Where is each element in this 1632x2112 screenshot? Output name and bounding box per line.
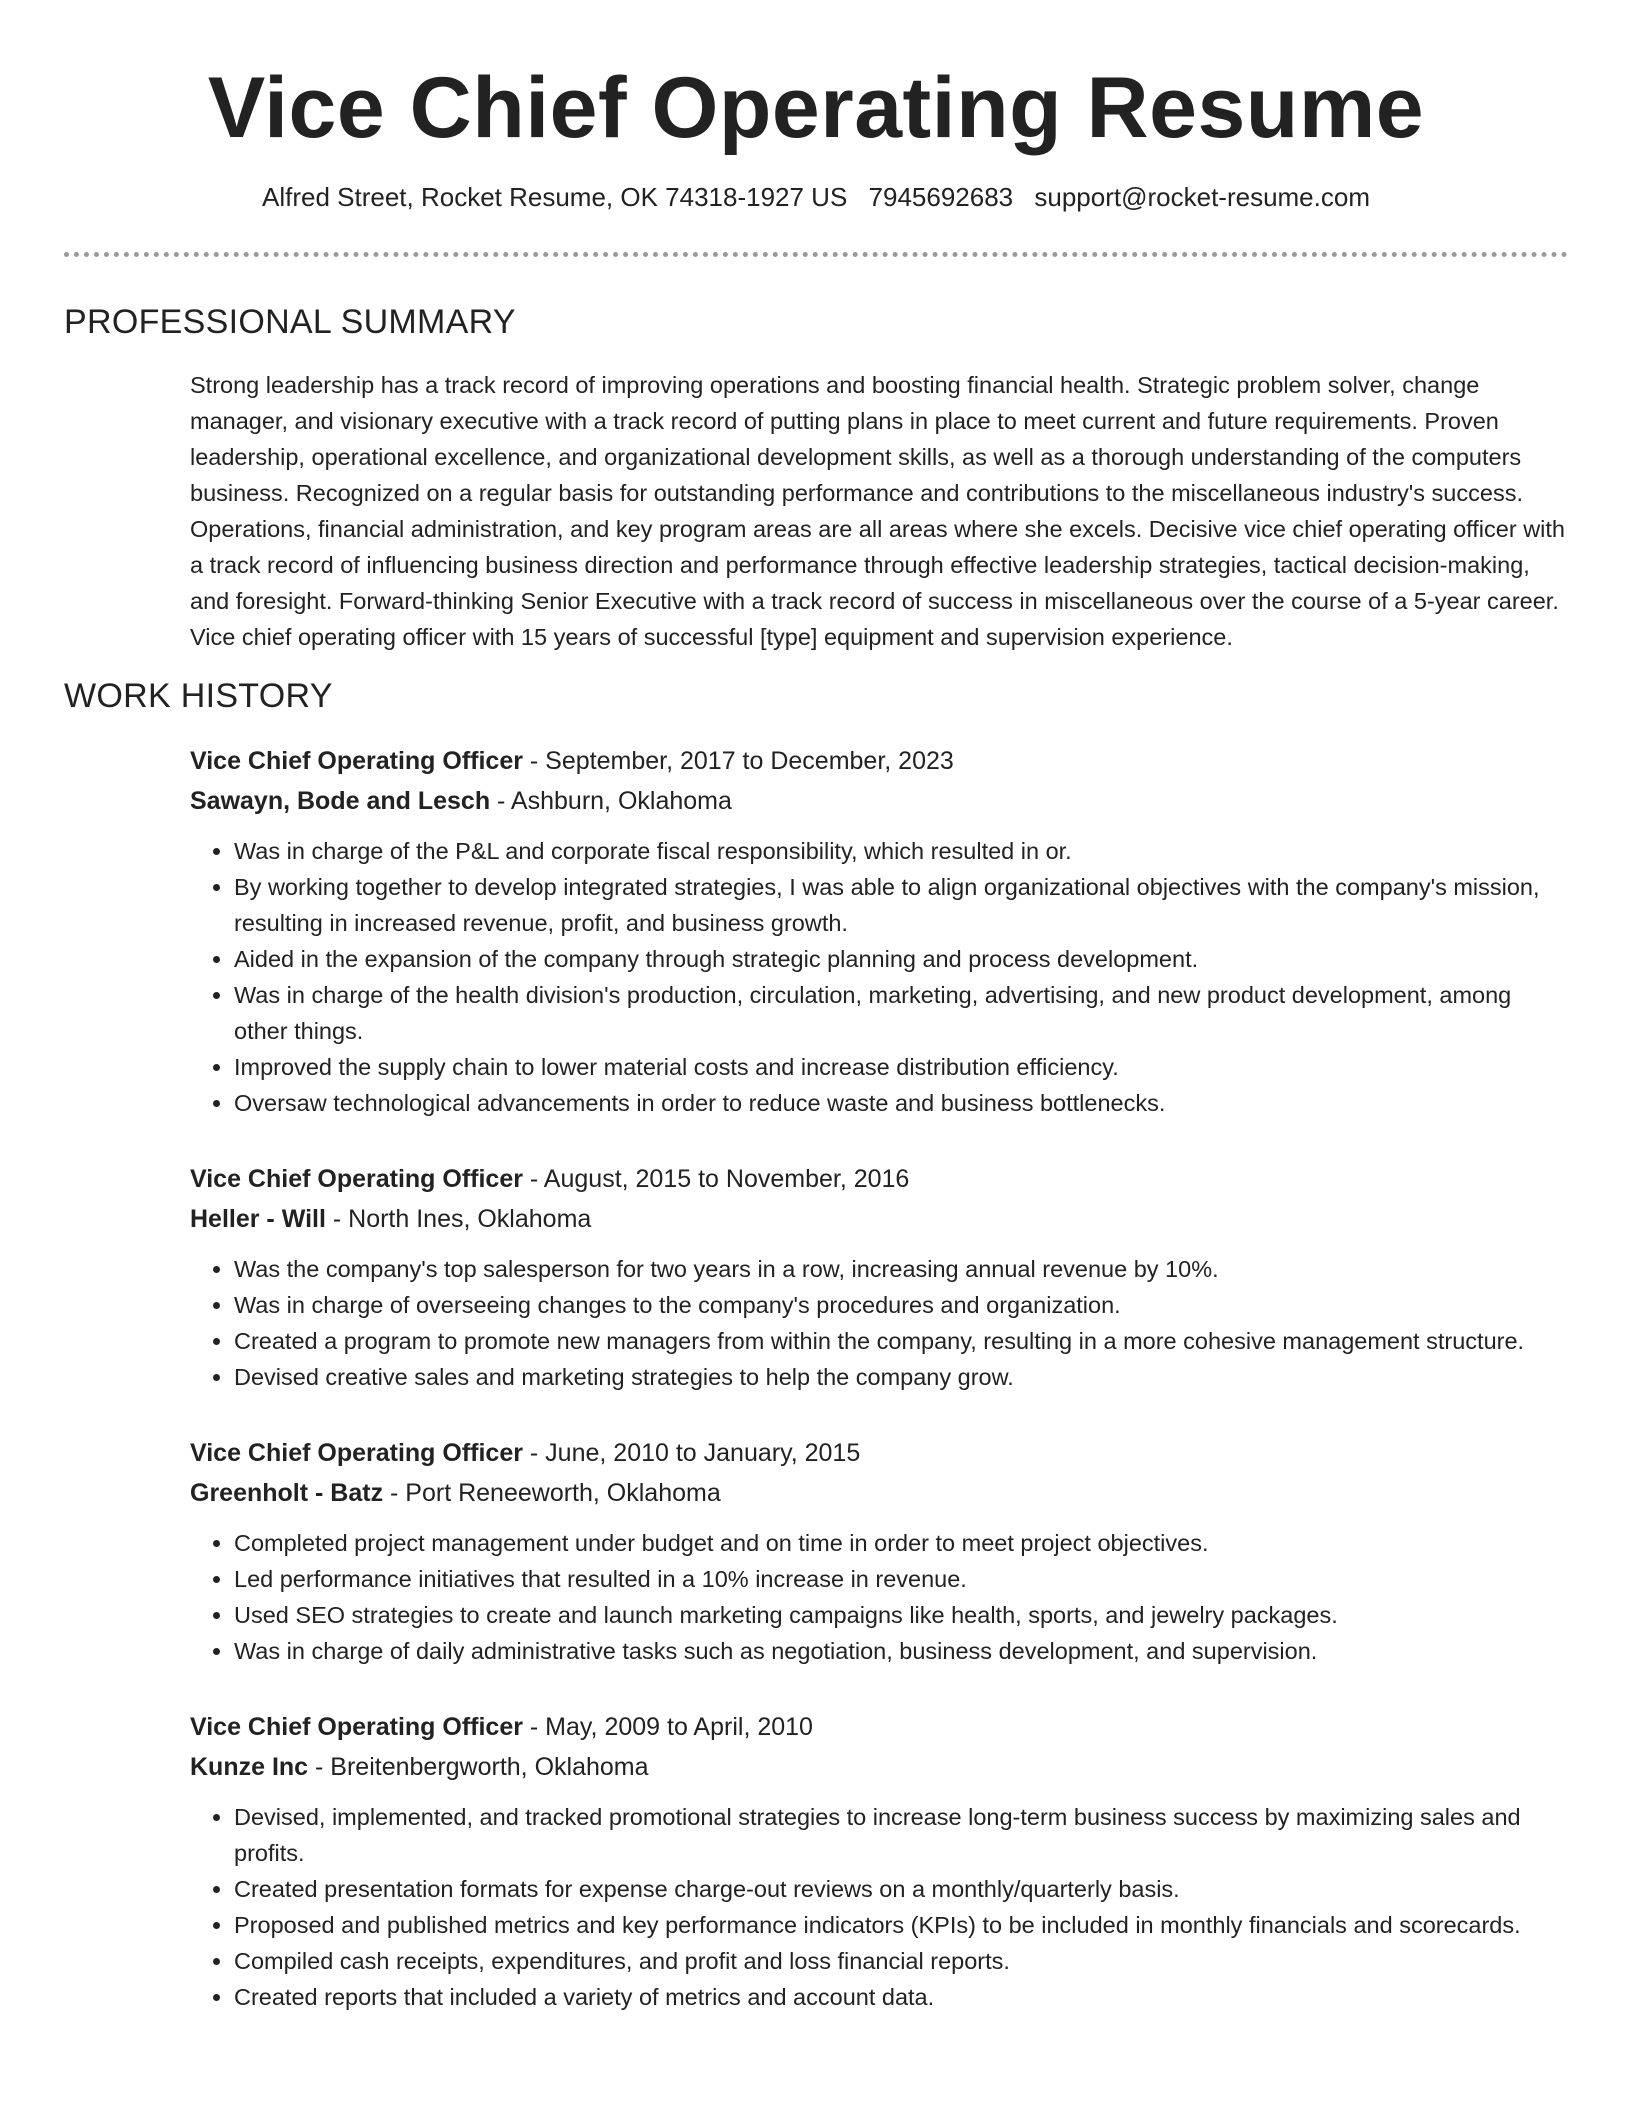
job-title-line <box>190 1707 1568 1747</box>
job-bullet: • Proposed and published metrics and key performance indicators (KPIs) to be included in monthly financials and scorecards. <box>234 1907 1568 1943</box>
job-company: Sawayn, Bode and Lesch <box>190 787 491 815</box>
job-title-line <box>190 1159 1568 1199</box>
job-company-line <box>190 1747 1568 1787</box>
header-divider <box>64 252 1568 257</box>
job-entry <box>190 1707 1568 2015</box>
job-entry <box>190 1159 1568 1395</box>
job-bullet: • Improved the supply chain to lower material costs and increase distribution efficiency. <box>234 1049 1568 1085</box>
contact-address: Alfred Street, Rocket Resume, OK 74318-1927 US <box>262 182 848 212</box>
job-bullet: • Was in charge of daily administrative tasks such as negotiation, business development, and supervision. <box>234 1633 1568 1669</box>
job-dates: - September, 2017 to December, 2023 <box>522 747 954 775</box>
job-title: Vice Chief Operating Officer <box>190 1713 523 1741</box>
job-bullet: • Aided in the expansion of the company through strategic planning and process development. <box>234 941 1568 977</box>
contact-email: support@rocket-resume.com <box>1034 182 1370 212</box>
job-bullet: • Devised creative sales and marketing strategies to help the company grow. <box>234 1359 1568 1395</box>
job-bullet: • By working together to develop integrated strategies, I was able to align organizational objectives with the company's mission, resulting in increased revenue, profit, and business growth. <box>234 869 1568 941</box>
job-location: - Port Reneeworth, Oklahoma <box>383 1479 721 1507</box>
job-bullet: • Created a program to promote new managers from within the company, resulting in a more cohesive management structure. <box>234 1323 1568 1359</box>
job-bullets <box>190 833 1568 1121</box>
contact-line <box>64 180 1568 214</box>
job-company: Heller - Will <box>190 1205 326 1233</box>
job-bullets <box>190 1251 1568 1395</box>
resume-title: Vice Chief Operating Resume <box>207 60 1425 156</box>
job-dates: - May, 2009 to April, 2010 <box>522 1713 813 1741</box>
job-dates: - June, 2010 to January, 2015 <box>522 1439 861 1467</box>
job-title: Vice Chief Operating Officer <box>190 1439 523 1467</box>
job-bullet: • Was the company's top salesperson for two years in a row, increasing annual revenue by 10%. <box>234 1251 1568 1287</box>
job-bullet: • Completed project management under budget and on time in order to meet project objectives. <box>234 1525 1568 1561</box>
job-location: - North Ines, Oklahoma <box>325 1205 592 1233</box>
job-bullet: • Was in charge of overseeing changes to the company's procedures and organization. <box>234 1287 1568 1323</box>
job-entry <box>190 741 1568 1121</box>
job-bullet: • Oversaw technological advancements in order to reduce waste and business bottlenecks. <box>234 1085 1568 1121</box>
job-company-line <box>190 781 1568 821</box>
job-company-line <box>190 1199 1568 1239</box>
job-bullet: • Devised, implemented, and tracked promotional strategies to increase long-term business success by maximizing sales and profits. <box>234 1799 1568 1871</box>
job-bullet: • Used SEO strategies to create and launch marketing campaigns like health, sports, and jewelry packages. <box>234 1597 1568 1633</box>
job-company: Kunze Inc <box>190 1753 309 1781</box>
job-bullet: • Created reports that included a variety of metrics and account data. <box>234 1979 1568 2015</box>
job-title: Vice Chief Operating Officer <box>190 747 523 775</box>
job-bullets <box>190 1799 1568 2015</box>
contact-phone: 7945692683 <box>868 182 1014 212</box>
job-company: Greenholt - Batz <box>190 1479 384 1507</box>
job-bullet: • Led performance initiatives that resulted in a 10% increase in revenue. <box>234 1561 1568 1597</box>
job-dates: - August, 2015 to November, 2016 <box>522 1165 910 1193</box>
job-entry <box>190 1433 1568 1669</box>
job-bullet: • Compiled cash receipts, expenditures, and profit and loss financial reports. <box>234 1943 1568 1979</box>
job-bullet: • Was in charge of the P&L and corporate fiscal responsibility, which resulted in or. <box>234 833 1568 869</box>
job-bullet: • Created presentation formats for expense charge-out reviews on a monthly/quarterly basis. <box>234 1871 1568 1907</box>
work-history-list <box>190 741 1568 2015</box>
summary-text: Strong leadership has a track record of improving operations and boosting financial health. Strategic problem solver, change manager, and visionary executive with a track record of putting plans in place to meet current and future requirements. Proven leadership, operational excellence, and organizational development skills, as well as a thorough understanding of the computers business. Recognized on a regular basis for outstanding performance and contributions to the miscellaneous industry's success. Operations, financial administration, and key program areas are all areas where she excels. Decisive vice chief operating officer with a track record of influencing business direction and performance through effective leadership strategies, tactical decision-making, and foresight. Forward-thinking Senior Executive with a track record of success in miscellaneous over the course of a 5-year career. Vice chief operating officer with 15 years of successful [type] equipment and supervision experience. <box>190 372 1565 650</box>
work-history-heading: WORK HISTORY <box>64 677 333 715</box>
job-location: - Breitenbergworth, Oklahoma <box>308 1753 649 1781</box>
job-company-line <box>190 1473 1568 1513</box>
job-location: - Ashburn, Oklahoma <box>490 787 732 815</box>
job-title-line <box>190 1433 1568 1473</box>
job-bullet: • Was in charge of the health division's production, circulation, marketing, advertising, and new product development, among other things. <box>234 977 1568 1049</box>
job-title: Vice Chief Operating Officer <box>190 1165 523 1193</box>
job-bullets <box>190 1525 1568 1669</box>
job-title-line <box>190 741 1568 781</box>
summary-heading: PROFESSIONAL SUMMARY <box>64 303 516 341</box>
